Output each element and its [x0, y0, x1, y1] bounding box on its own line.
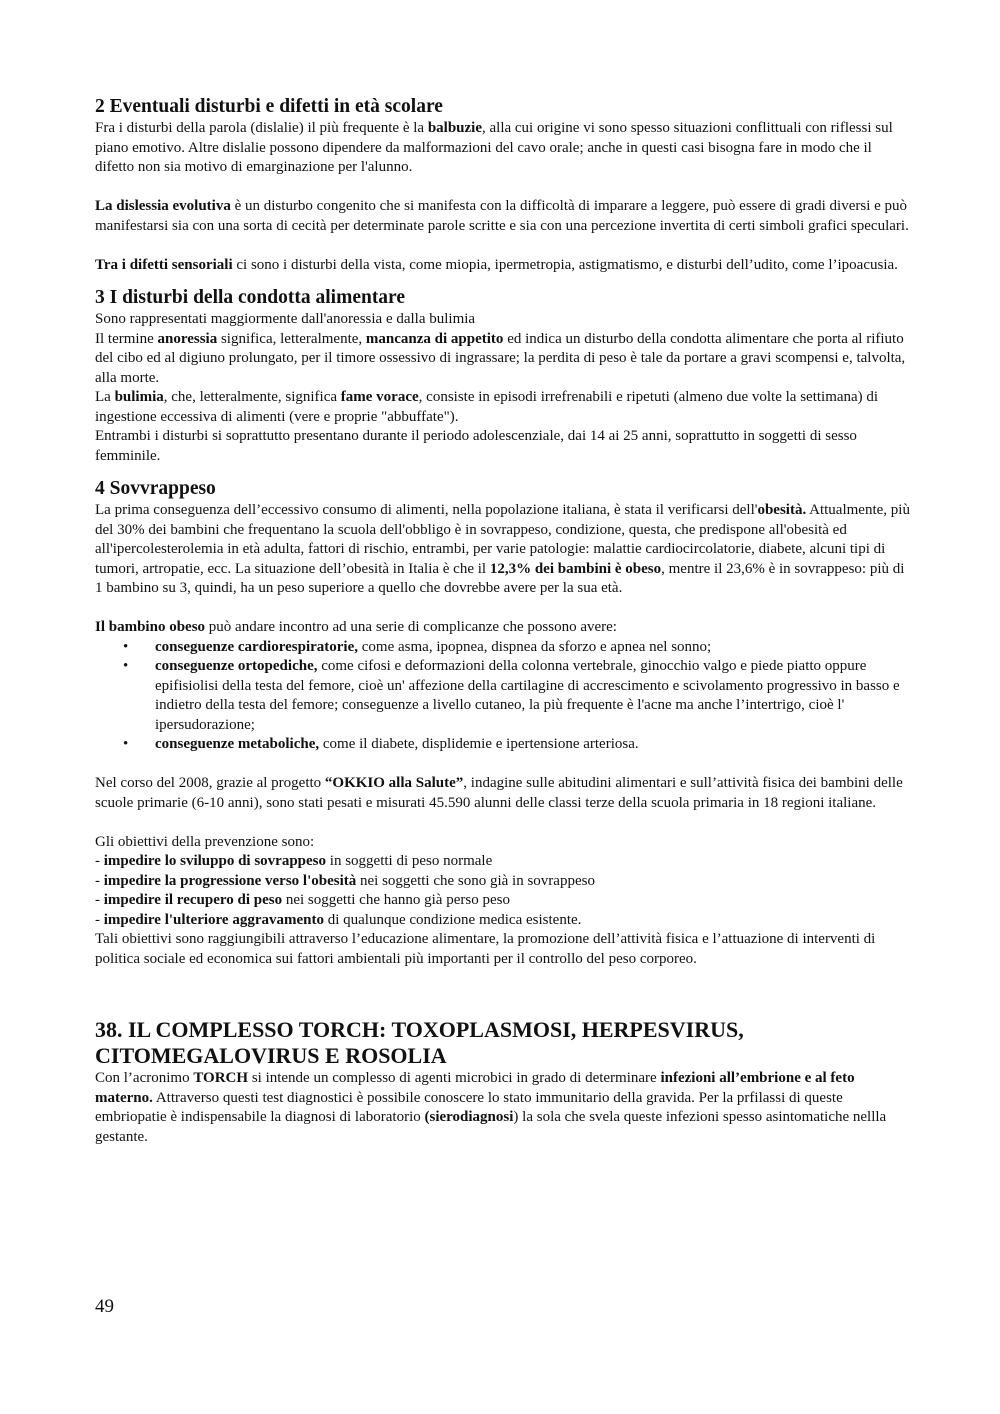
section-3-paragraph-4: Entrambi i disturbi si soprattutto presentano durante il periodo adolescenziale, dai 14 ai 25 anni, soprattutto in soggetti di sesso femminile. — [95, 428, 857, 464]
bold-term: conseguenze cardiorespiratorie, — [155, 638, 359, 655]
text: come il diabete, displidemie e ipertensione arteriosa. — [319, 736, 639, 752]
section-4-paragraph-1 — [95, 501, 910, 599]
text: può andare incontro ad una serie di complicanze che possono avere: — [205, 619, 617, 635]
text: Fra i disturbi della parola (dislalie) il più frequente è la — [95, 120, 428, 136]
bullet-icon: • — [123, 638, 129, 655]
text: La — [95, 389, 115, 405]
text: - — [95, 892, 104, 908]
section-4-paragraph-4: Gli obiettivi della prevenzione sono: — [95, 833, 315, 850]
bold-term: mancanza di appetito — [365, 330, 504, 347]
text: Con l’acronimo — [95, 1070, 194, 1086]
goal-item — [95, 872, 910, 892]
text: - — [95, 872, 104, 889]
text: in soggetti di peso normale — [326, 853, 493, 869]
text: di qualunque condizione medica esistente. — [323, 911, 582, 928]
text: , mentre il 23,6% è in sovrappeso: più di 1 bambino su 3, quindi, ha un peso superiore a quello che dovrebbe avere per la sua età. — [95, 560, 905, 596]
text: ed indica un disturbo della condotta alimentare che porta al rifiuto del cibo ed al digiuno prolungato, per il timore ossessivo di ingrassare; la perdita di peso è tale da portare a gravi scompensi e, talvolta, alla morte. — [95, 330, 906, 386]
section-3-paragraph-2 — [95, 330, 910, 389]
bold-term: conseguenze metaboliche, — [155, 736, 320, 752]
text: , alla cui origine vi sono spesso situazioni conflittuali con riflessi sul piano emotivo. Altre dislalie possono dipendere da malformazioni del cavo orale; anche in questi casi bisogna fare in modo che il difetto non sia motivo di emarginazione per l'alunno. — [95, 120, 893, 175]
bold-term: fame vorace — [340, 389, 419, 405]
goal-item — [95, 852, 910, 872]
list-item — [123, 638, 910, 658]
goal-item — [95, 911, 910, 931]
complications-list — [95, 638, 910, 755]
bullet-icon: • — [123, 736, 129, 752]
text: ci sono i disturbi della vista, come miopia, ipermetropia, astigmatismo, e disturbi dell’udito, come l’ipoacusia. — [232, 256, 898, 273]
bold-term: anoressia — [157, 330, 218, 347]
bold-term: obesità. — [757, 502, 807, 518]
section-4-paragraph-3 — [95, 774, 910, 813]
section-4-paragraph-2 — [95, 618, 910, 638]
text: come asma, ipopnea, dispnea da sforzo e apnea nel sonno; — [358, 638, 712, 655]
text: La prima conseguenza dell’eccessivo consumo di alimenti, nella popolazione italiana, è stata il verificarsi dell' — [95, 502, 758, 518]
bullet-icon: • — [123, 658, 129, 674]
bold-term: “OKKIO alla Salute” — [324, 775, 464, 791]
bold-term: impedire l'ulteriore aggravamento — [103, 911, 324, 928]
document-page — [95, 95, 910, 1147]
bold-term: 12,3% dei bambini è obeso — [489, 560, 662, 577]
section-2-title: 2 Eventuali disturbi e difetti in età scolare — [95, 96, 443, 117]
bold-term: TORCH — [193, 1070, 249, 1086]
bold-term: impedire il recupero di peso — [103, 892, 283, 908]
section-2-paragraph-2 — [95, 197, 910, 236]
text: si intende un complesso di agenti microbici in grado di determinare — [248, 1070, 661, 1086]
text: , consiste in episodi irrefrenabili e ripetuti (almeno due volte la settimana) di ingestione eccessiva di alimenti (vere e proprie "abbuffate"). — [95, 389, 879, 425]
page-number: 49 — [95, 1296, 114, 1317]
section-4-title: 4 Sovvrappeso — [95, 478, 216, 499]
section-3-title: 3 I disturbi della condotta alimentare — [95, 287, 406, 308]
bold-term: balbuzie — [427, 120, 482, 136]
section-4-paragraph-5: Tali obiettivi sono raggiungibili attraverso l’educazione alimentare, la promozione dell’attività fisica e l’attuazione di interventi di politica sociale ed economica sui fattori ambientali più importanti per il controllo del peso corporeo. — [95, 931, 876, 967]
text: Attualmente, più del 30% dei bambini che frequentano la scuola dell'obbligo è in sovrappeso, condizione, questa, che predispone all'obesità ed all'ipercolesterolemia in età adulta, fattori di rischio, entrambi, per varie patologie: malattie cardiocircolatorie, diabete, alcuni tipi di tumori, artropatie, ecc. La situazione dell’obesità in Italia è che il — [95, 502, 910, 577]
bold-term: infezioni all’embrione e al feto materno. — [95, 1070, 855, 1106]
text: Attraverso questi test diagnostici è possibile conoscere lo stato immunitario della gravida. Per la prfilassi di queste embriopatie è indispensabile la diagnosi di laboratorio — [95, 1089, 843, 1125]
section-2-paragraph-3 — [95, 256, 910, 276]
bold-term: (sierodiagnosi — [424, 1109, 514, 1125]
chapter-38-paragraph-1 — [95, 1069, 910, 1147]
bold-term: impedire la progressione verso l'obesità — [103, 872, 357, 889]
text: - — [95, 911, 104, 928]
text: - — [95, 853, 104, 869]
text: , che, letteralmente, significa — [163, 389, 341, 405]
section-2-paragraph-1 — [95, 119, 910, 178]
bold-term: conseguenze ortopediche, — [155, 658, 318, 674]
list-item — [123, 657, 910, 735]
section-3-paragraph-1: Sono rappresentati maggiormente dall'anoressia e dalla bulimia — [95, 311, 476, 327]
text: nei soggetti che sono già in sovrappeso — [356, 872, 595, 889]
text: come cifosi e deformazioni della colonna vertebrale, ginocchio valgo e piede piatto oppure epifisiolisi della testa del femore, cioè un' affezione della cartilagine di accrescimento e scivolamento progressivo in basso e indietro della testa del femore; conseguenze a livello cutaneo, la più frequente è l'acne ma anche l’intertrigo, cioè l' ipersudorazione; — [155, 658, 900, 733]
section-3-paragraph-3 — [95, 388, 910, 427]
text: , indagine sulle abitudini alimentari e sull’attività fisica dei bambini delle scuole primarie (6-10 anni), sono stati pesati e misurati 45.590 alunni delle classi terze della scuola primaria in 18 regioni italiane. — [95, 775, 903, 811]
bold-term: Tra i difetti sensoriali — [95, 256, 233, 273]
goal-item — [95, 891, 910, 911]
text: è un disturbo congenito che si manifesta con la difficoltà di imparare a leggere, può essere di gradi diversi e può manifestarsi sia con una sorta di cecità per determinate parole scritte e sia con una percezione invertita di certi simboli grafici speculari. — [95, 198, 909, 234]
list-item — [123, 735, 910, 755]
chapter-38-title: 38. IL COMPLESSO TORCH: TOXOPLASMOSI, HERPESVIRUS, CITOMEGALOVIRUS E ROSOLIA — [95, 1017, 744, 1068]
text: Nel corso del 2008, grazie al progetto — [95, 775, 325, 791]
bold-term: impedire lo sviluppo di sovrappeso — [103, 853, 327, 869]
bold-term: bulimia — [114, 389, 164, 405]
text: ) la sola che svela queste infezioni spesso asintomatiche nellla gestante. — [95, 1109, 887, 1145]
text: nei soggetti che hanno già perso peso — [282, 892, 510, 908]
text: significa, letteralmente, — [217, 330, 366, 347]
text: Il termine — [95, 330, 158, 347]
bold-term: La dislessia evolutiva — [95, 198, 231, 214]
bold-term: Il bambino obeso — [95, 619, 206, 635]
